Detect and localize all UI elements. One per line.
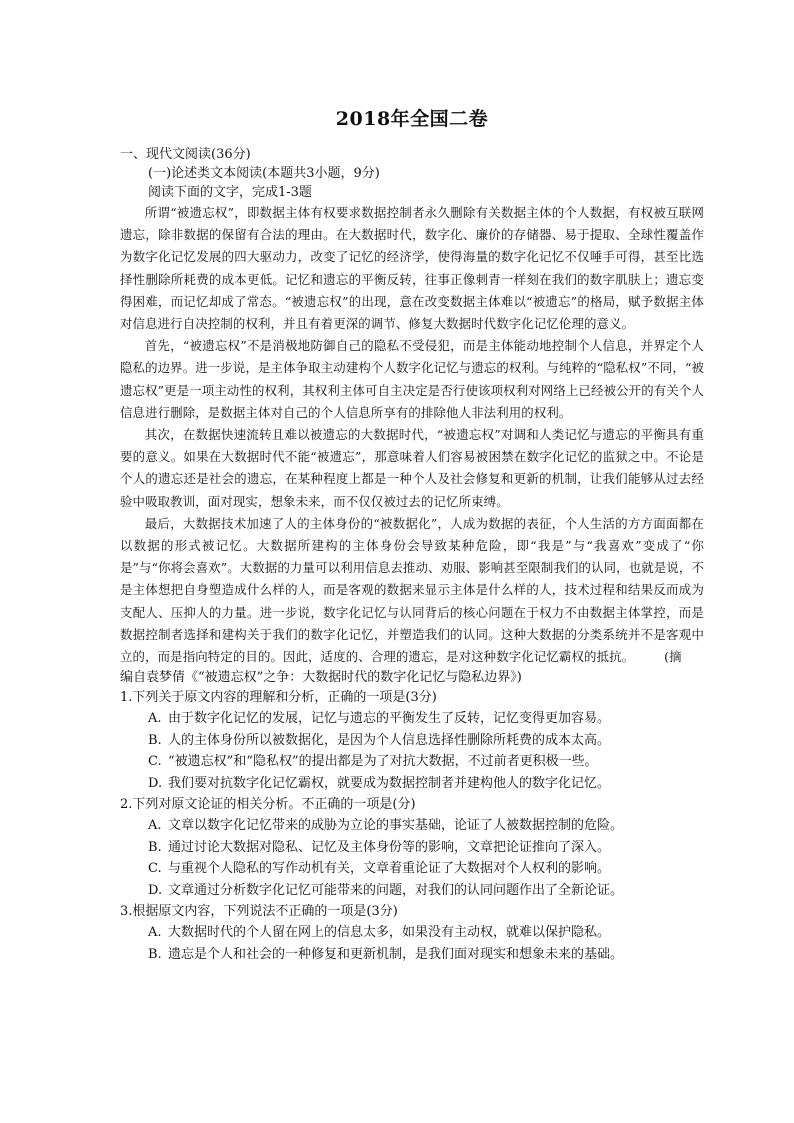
source-note: 编自袁梦倩《“被遗忘权”之争：大数据时代的数字化记忆与隐私边界》) [120,670,522,686]
source-note-start: (摘 [664,649,682,665]
option-a: A. 大数据时代的个人留在网上的信息太多，如果没有主动权，就难以保护隐私。 [148,925,611,941]
question-stem: 2.下列对原文论证的相关分析。不正确的一项是(分) [120,797,416,813]
passage-paragraph: 其次，在数据快速流转且难以被遗忘的大数据时代，“被遗忘权”对调和人类记忆与遗忘的平衡具有重要的意义。如果在大数据时代不能“被遗忘”，那意味着人们容易被困禁在数字化记忆的监狱之中。不论是个人的遗忘还是社会的遗忘，在某种程度上都是一种个人及社会修复和更新的机制，让我们能够从过去经验中吸取教训，面对现实，想象未来，而不仅仅被过去的记忆所束缚。 [120,427,704,509]
page-title: 2018年全国二卷 [335,108,489,130]
option-a: A. 文章以数字化记忆带来的成胁为立论的事实基础，论证了人被数据控制的危险。 [148,818,624,834]
option-c: C. “被遗忘权”和“隐私权”的提出都是为了对抗大数据，不过前者更积极一些。 [148,754,598,770]
option-c: C. 与重视个人隐私的写作动机有关，文章着重论证了大数据对个人权利的影响。 [148,861,611,877]
question-stem: 1.下列关于原文内容的理解和分析，正确的一项是(3分) [120,690,437,706]
question-1 [120,687,704,794]
reading-instruction: 阅读下面的文字，完成1-3题 [148,185,312,200]
option-d: D. 我们要对抗数字化记忆霸权，就要成为数据控制者并建构他人的数字化记忆。 [148,775,611,791]
question-stem: 3.根据原文内容，下列说法不正确的一项是(3分) [120,904,398,920]
passage-paragraph: 所谓“被遗忘权”，即数据主体有权要求数据控制者永久删除有关数据主体的个人数据，有权被互联网遗忘，除非数据的保留有合法的理由。在大数据时代，数字化、廉价的存储器、易于提取、全球性覆盖作为数字化记忆发展的四大驱动力，改变了记忆的经济学，使得海量的数字化记忆不仅唾手可得，甚至比选择性删除所耗费的成本更低。记忆和遗忘的平衡反转，往事正像刺青一样刻在我们的数字肌肤上；遗忘变得困难，而记忆却成了常态。“被遗忘权”的出现，意在改变数据主体难以“被遗忘”的格局，赋予数据主体对信息进行自决控制的权利，并且有着更深的调节、修复大数据时代数字化记忆伦理的意义。 [120,205,704,332]
passage-paragraph: 首先，“被遗忘权”不是消极地防御自己的隐私不受侵犯，而是主体能动地控制个人信息，并界定个人隐私的边界。进一步说，是主体争取主动建构个人数字化记忆与遗忘的权利。与纯粹的“隐私权”不同，“被遗忘权”更是一项主动性的权利，其权利主体可自主决定是否行使该项权利对网络上已经被公开的有关个人信息进行删除，是数据主体对自己的个人信息所享有的排除他人非法利用的权利。 [120,338,704,420]
section-heading: 一、现代文阅读(36分) [120,147,251,162]
option-b: B. 遗忘是个人和社会的一种修复和更新机制，是我们面对现实和想象未来的基础。 [148,946,624,962]
option-d: D. 文章通过分析数字化记忆可能带来的问题，对我们的认同问题作出了全新论证。 [148,882,624,898]
subsection-heading: (一)论述类文本阅读(本题共3小题，9分) [148,166,380,181]
option-b: B. 人的主体身份所以被数据化，是因为个人信息选择性删除所耗费的成本太高。 [148,732,611,748]
reading-passage [120,202,704,668]
option-b: B. 通过讨论大数据对隐私、记忆及主体身份等的影响，文章把论证推向了深入。 [148,839,611,855]
passage-paragraph [120,513,704,668]
option-a: A. 由于数字化记忆的发展，记忆与遗忘的平衡发生了反转，记忆变得更加容易。 [148,711,611,727]
question-2 [120,794,704,901]
passage-text: 最后，大数据技术加速了人的主体身份的“被数据化”，人成为数据的表征，个人生活的方方面面都在以数据的形式被记忆。大数据所建构的主体身份会导致某种危险，即“我是”与“我喜欢”变成了“你是”与“你将会喜欢”。大数据的力量可以利用信息去推动、劝服、影响甚至限制我们的认同，也就是说，不是主体想把自身塑造成什么样的人，而是客观的数据来显示主体是什么样的人，技术过程和结果反而成为支配人、压抑人的力量。进一步说，数字化记忆与认同背后的核心问题在于权力不由数据主体掌控，而是数据控制者选择和建构关于我们的数字化记忆，并塑造我们的认同。这种大数据的分类系统并不是客观中立的，而是指向特定的目的。因此，适度的、合理的遗忘，是对这种数字化记忆霸权的抵抗。 [120,515,704,665]
question-3 [120,901,704,965]
